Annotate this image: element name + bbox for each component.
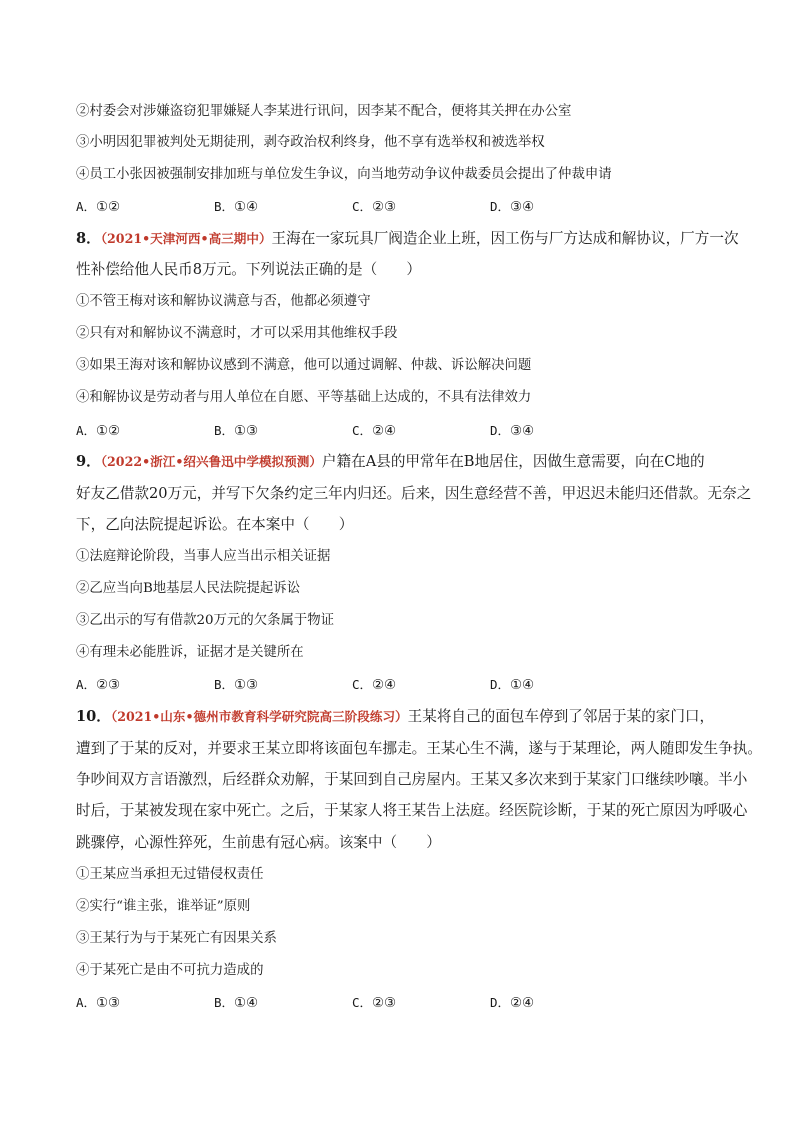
question-stem-line: 性补偿给他人民币8万元。下列说法正确的是（ ）: [76, 261, 421, 278]
choice-c: [352, 993, 396, 1011]
choice-d: [490, 993, 534, 1011]
choice-label: A．: [76, 199, 97, 214]
option-item: ③王某行为与于某死亡有因果关系: [76, 931, 277, 946]
choice-d: [490, 675, 534, 693]
choice-a: [76, 993, 120, 1011]
choice-text: ①②: [96, 200, 121, 215]
option-item: ②乙应当向B地基层人民法院提起诉讼: [76, 581, 301, 596]
answer-choices: [76, 675, 716, 695]
question-stem-text: 王海在一家玩具厂阀造企业上班，因工伤与厂方达成和解协议，厂方一次: [271, 230, 739, 247]
option-item: ④和解协议是劳动者与用人单位在自愿、平等基础上达成的，不具有法律效力: [76, 390, 532, 405]
option-item: ①不管王梅对该和解协议满意与否，他都必须遵守: [76, 294, 371, 309]
option-item: ③如果王海对该和解协议感到不满意，他可以通过调解、仲裁、诉讼解决问题: [76, 358, 532, 373]
choice-text: ①②: [96, 424, 121, 439]
choice-text: ①④: [234, 200, 259, 215]
choice-text: ①③: [234, 678, 259, 693]
choice-label: C．: [352, 677, 373, 692]
choice-label: C．: [352, 423, 373, 438]
option-item: ③小明因犯罪被判处无期徒刑，剥夺政治权利终身，他不享有选举权和被选举权: [76, 135, 545, 150]
choice-text: ①④: [510, 678, 535, 693]
choice-d: [490, 421, 534, 439]
question-stem-line: 争吵间双方言语激烈，后经群众劝解，于某回到自己房屋内。王某又多次来到于某家门口继续吵嚷。半小: [76, 771, 748, 788]
choice-label: B．: [214, 995, 235, 1010]
choice-label: D．: [490, 995, 511, 1010]
choice-b: [214, 993, 258, 1011]
choice-b: [214, 675, 258, 693]
option-item: ④有理未必能胜诉，证据才是关键所在: [76, 645, 304, 660]
choice-text: ②③: [372, 996, 397, 1011]
choice-c: [352, 421, 396, 439]
choice-text: ③④: [510, 200, 535, 215]
question-source: （2021•天津河西•高三期中）: [100, 231, 272, 246]
option-item: ②只有对和解协议不满意时，才可以采用其他维权手段: [76, 326, 398, 341]
question-stem-line: 好友乙借款20万元，并写下欠条约定三年内归还。后来，因生意经营不善，甲迟迟未能归还借款。无奈之: [76, 485, 752, 502]
option-item: ④员工小张因被强制安排加班与单位发生争议，向当地劳动争议仲裁委员会提出了仲裁申请: [76, 167, 612, 182]
choice-label: A．: [76, 677, 97, 692]
choice-label: D．: [490, 423, 511, 438]
choice-text: ②④: [372, 678, 397, 693]
choice-text: ②③: [372, 200, 397, 215]
option-item: ③乙出示的写有借款20万元的欠条属于物证: [76, 613, 335, 628]
question-stem-line: 遭到了于某的反对，并要求王某立即将该面包车挪走。王某心生不满，遂与于某理论，两人随即发生争执。: [76, 740, 762, 757]
question-stem-line: 时后，于某被发现在家中死亡。之后，于某家人将王某告上法庭。经医院诊断，于某的死亡原因为呼吸心: [76, 802, 748, 819]
question-number: 8．: [76, 230, 101, 247]
choice-text: ①④: [234, 996, 259, 1011]
question-9-stem: [76, 452, 736, 472]
option-item: ④于某死亡是由不可抗力造成的: [76, 963, 264, 978]
question-8-stem: [76, 229, 739, 249]
option-item: ①法庭辩论阶段，当事人应当出示相关证据: [76, 549, 331, 564]
question-stem-text: 户籍在A县的甲常年在B地居住，因做生意需要，向在C地的: [321, 453, 705, 470]
answer-choices: [76, 993, 716, 1013]
choice-b: [214, 197, 258, 215]
choice-a: [76, 197, 120, 215]
choice-a: [76, 421, 120, 439]
question-10-stem: [76, 707, 736, 727]
question-source: （2022•浙江•绍兴鲁迅中学模拟预测）: [100, 454, 322, 469]
choice-c: [352, 675, 396, 693]
choice-label: B．: [214, 677, 235, 692]
choice-label: D．: [490, 677, 511, 692]
option-item: ②实行“谁主张，谁举证”原则: [76, 899, 251, 914]
choice-text: ①③: [96, 996, 121, 1011]
question-stem-line: 跳骤停，心源性猝死，生前患有冠心病。该案中（ ）: [76, 834, 441, 851]
choice-label: A．: [76, 423, 97, 438]
choice-label: B．: [214, 423, 235, 438]
choice-label: C．: [352, 995, 373, 1010]
question-stem-line: 下，乙向法院提起诉讼。在本案中（ ）: [76, 516, 354, 533]
question-stem-text: 王某将自己的面包车停到了邻居于某的家门口，: [407, 708, 715, 725]
choice-text: ②③: [96, 678, 121, 693]
question-number: 10．: [76, 708, 111, 725]
answer-choices: [76, 421, 716, 441]
choice-text: ②④: [510, 996, 535, 1011]
choice-label: C．: [352, 199, 373, 214]
choice-d: [490, 197, 534, 215]
question-number: 9．: [76, 453, 101, 470]
choice-label: A．: [76, 995, 97, 1010]
choice-text: ③④: [510, 424, 535, 439]
choice-text: ①③: [234, 424, 259, 439]
choice-label: D．: [490, 199, 511, 214]
question-source: （2021•山东•德州市教育科学研究院高三阶段练习）: [110, 709, 408, 724]
choice-a: [76, 675, 120, 693]
choice-text: ②④: [372, 424, 397, 439]
choice-c: [352, 197, 396, 215]
answer-choices: [76, 197, 716, 217]
option-item: ②村委会对涉嫌盗窃犯罪嫌疑人李某进行讯问，因李某不配合，便将其关押在办公室: [76, 104, 572, 119]
choice-label: B．: [214, 199, 235, 214]
choice-b: [214, 421, 258, 439]
option-item: ①王某应当承担无过错侵权责任: [76, 867, 264, 882]
